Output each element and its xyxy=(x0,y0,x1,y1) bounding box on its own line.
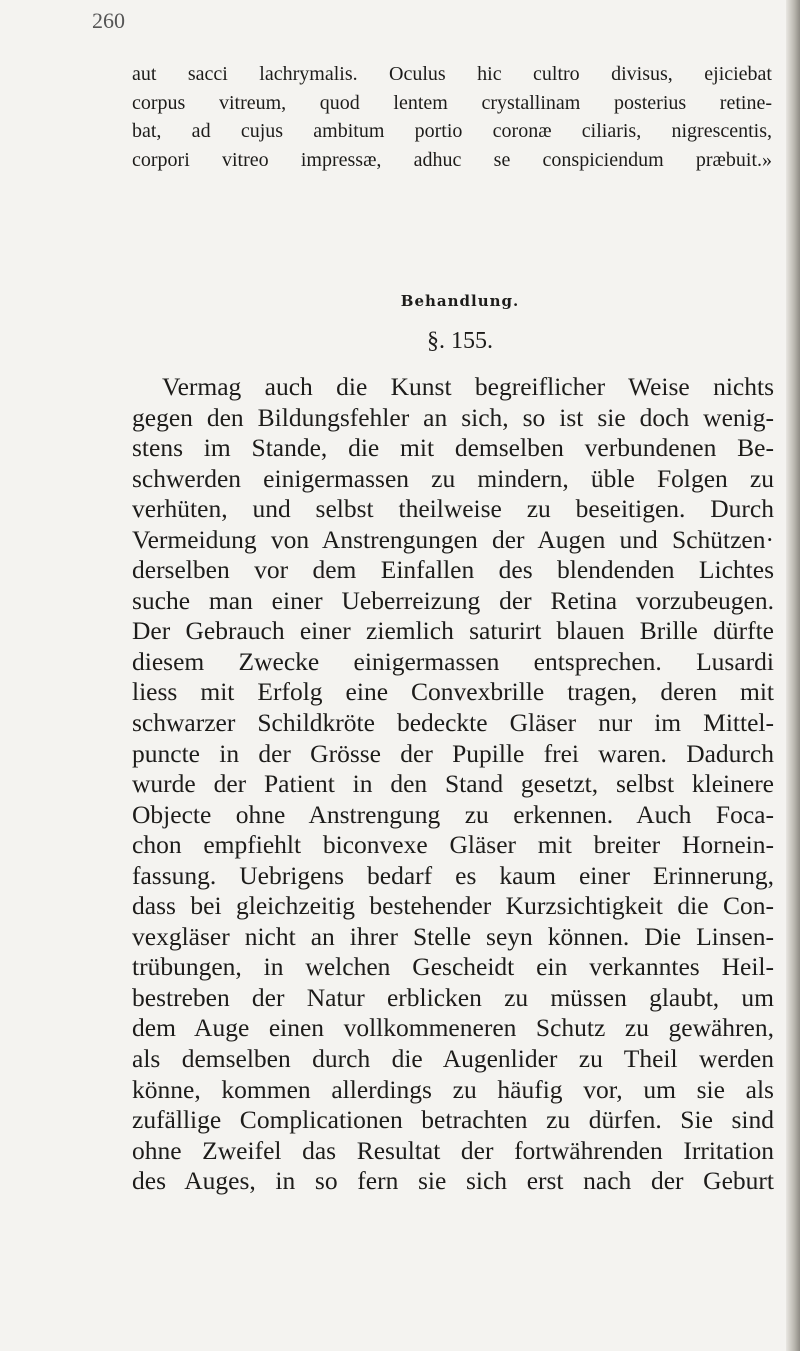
body-line: trübungen, in welchen Gescheidt ein verkanntes Heil- xyxy=(132,952,774,982)
body-line: suche man einer Ueberreizung der Retina vorzubeugen. xyxy=(132,585,774,615)
body-line: dass bei gleichzeitig bestehender Kurzsichtigkeit die Con- xyxy=(132,891,774,921)
body-line: bestreben der Natur erblicken zu müssen glaubt, um xyxy=(132,982,774,1012)
body-line: schwerden einigermassen zu mindern, üble Folgen zu xyxy=(132,463,774,493)
body-line: fassung. Uebrigens bedarf es kaum einer Erinnerung, xyxy=(132,860,774,890)
body-line: wurde der Patient in den Stand gesetzt, selbst kleinere xyxy=(132,769,774,799)
body-line: stens im Stande, die mit demselben verbundenen Be- xyxy=(132,433,774,463)
latin-quote xyxy=(132,60,772,174)
body-line: Der Gebrauch einer ziemlich saturirt blauen Brille dürfte xyxy=(132,616,774,646)
body-line: ohne Zweifel das Resultat der fortwährenden Irritation xyxy=(132,1135,774,1165)
page-number: 260 xyxy=(92,8,125,33)
body-line: puncte in der Grösse der Pupille frei waren. Dadurch xyxy=(132,738,774,768)
body-line: dem Auge einen vollkommeneren Schutz zu gewähren, xyxy=(132,1013,774,1043)
section-heading: Behandlung. xyxy=(400,292,520,310)
section-number: §. 155. xyxy=(427,328,493,354)
page-edge xyxy=(786,0,800,1351)
quote-line: corpori vitreo impressæ, adhuc se conspiciendum præbuit.» xyxy=(132,148,772,171)
body-line: derselben vor dem Einfallen des blendenden Lichtes xyxy=(132,555,774,585)
body-line: Vermag auch die Kunst begreiflicher Weise nichts xyxy=(162,372,774,401)
body-text xyxy=(132,372,774,1197)
body-line: verhüten, und selbst theilweise zu beseitigen. Durch xyxy=(132,494,774,524)
body-line: als demselben durch die Augenlider zu Theil werden xyxy=(132,1044,774,1074)
body-line: Vermeidung von Anstrengungen der Augen und Schützen· xyxy=(132,524,774,554)
quote-line: corpus vitreum, quod lentem crystallinam posterius retine- xyxy=(132,91,772,114)
quote-line: bat, ad cujus ambitum portio coronæ ciliaris, nigrescentis, xyxy=(132,120,772,142)
body-line: Objecte ohne Anstrengung zu erkennen. Auch Foca- xyxy=(132,799,774,829)
body-line: zufällige Complicationen betrachten zu dürfen. Sie sind xyxy=(132,1105,774,1135)
body-line: gegen den Bildungsfehler an sich, so ist sie doch wenig- xyxy=(132,402,774,432)
body-line: chon empfiehlt biconvexe Gläser mit breiter Hornein- xyxy=(132,830,774,860)
body-line: vexgläser nicht an ihrer Stelle seyn können. Die Linsen- xyxy=(132,921,774,951)
body-line: schwarzer Schildkröte bedeckte Gläser nur im Mittel- xyxy=(132,708,774,738)
body-line: diesem Zwecke einigermassen entsprechen. Lusardi xyxy=(132,646,774,676)
body-line: könne, kommen allerdings zu häufig vor, um sie als xyxy=(132,1074,774,1104)
body-line: des Auges, in so fern sie sich erst nach der Geburt xyxy=(132,1166,774,1196)
quote-line: aut sacci lachrymalis. Oculus hic cultro divisus, ejiciebat xyxy=(132,63,772,85)
body-line: liess mit Erfolg eine Convexbrille tragen, deren mit xyxy=(132,677,774,707)
